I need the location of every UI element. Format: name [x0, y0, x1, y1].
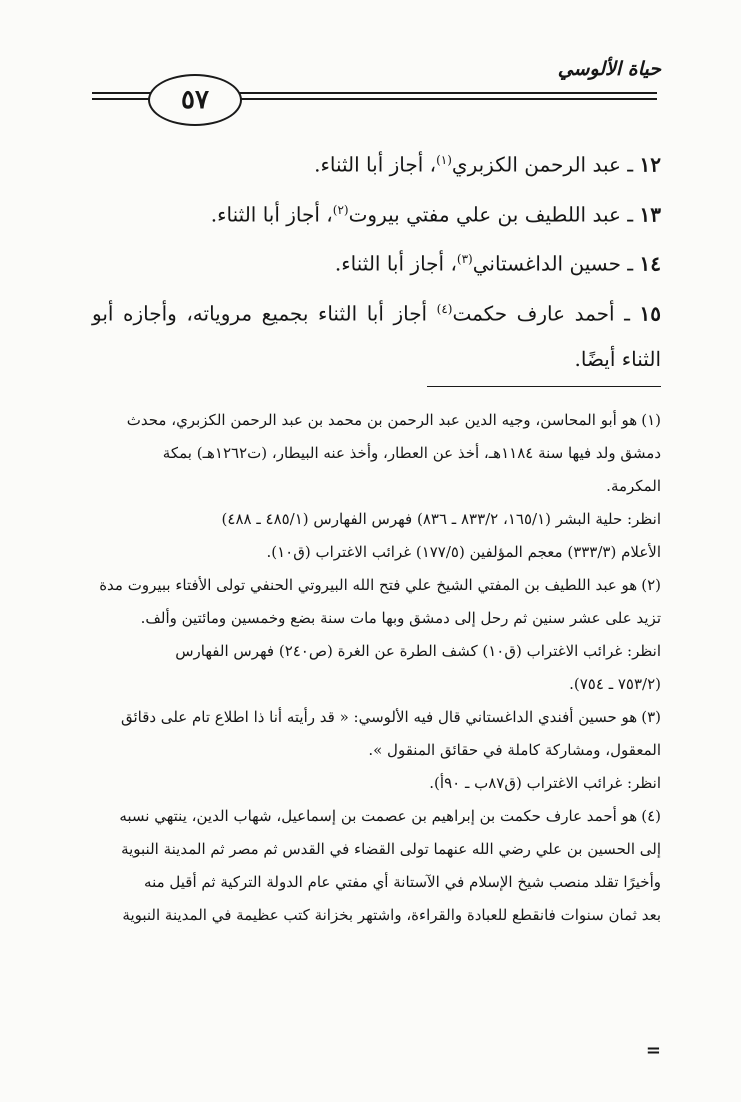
- footnote-line: وأخيرًا تقلد منصب شيخ الإسلام في الآستانة أي مفتي عام الدولة التركية ثم أقيل منه: [144, 873, 661, 891]
- footnote-line: انظر: غرائب الاغتراب (ق٨٧ب ـ ٩٠أ).: [429, 774, 661, 792]
- footnote-line: [92, 569, 661, 602]
- footnote-3: [92, 701, 661, 800]
- footnote-line: بعد ثمان سنوات فانقطع للعبادة والقراءة، واشتهر بخزانة كتب عظيمة في المدينة النبوية: [122, 906, 661, 924]
- footnotes: [92, 404, 661, 932]
- entry-text: أجاز أبا الثناء بجميع مروياته، وأجازه أبو الثناء أيضًا.: [92, 301, 661, 371]
- footnote-line: إلى الحسين بن علي رضي الله عنهما تولى القضاء في القدس ثم مصر ثم المدينة النبوية: [121, 840, 661, 858]
- entry-dash: ـ: [614, 301, 630, 326]
- entry-text: ، أجاز أبا الثناء.: [314, 152, 437, 177]
- list-item: [92, 138, 661, 188]
- footnote-ref: (٢): [332, 202, 349, 217]
- running-title: حياة الألوسي: [557, 58, 661, 80]
- footnote-line: [92, 404, 661, 437]
- entry-name: أحمد عارف حكمت: [452, 301, 615, 326]
- entry-name: حسين الداغستاني: [472, 251, 621, 276]
- footnote-line: الأعلام (٣٣٣/٣) معجم المؤلفين (١٧٧/٥) غرائب الاغتراب (ق١٠).: [266, 543, 661, 561]
- entry-name: عبد الرحمن الكزبري: [451, 152, 621, 177]
- entry-number: ١٥: [639, 301, 662, 326]
- footnote-separator: [427, 386, 661, 387]
- footnote-line: المعقول، ومشاركة كاملة في حقائق المنقول ».: [368, 741, 661, 759]
- entry-dash: ـ: [620, 202, 634, 227]
- entry-number: ١٣: [639, 202, 661, 227]
- footnote-marker: (١): [641, 411, 661, 429]
- entry-number: ١٤: [639, 251, 661, 276]
- list-item: [92, 188, 661, 238]
- footnote-line: انظر: غرائب الاغتراب (ق١٠) كشف الطرة عن الغرة (ص٢٤٠) فهرس الفهارس: [175, 642, 661, 660]
- footnote-marker: (٣): [641, 708, 661, 726]
- continuation-mark: =: [645, 1040, 661, 1061]
- entry-text: ، أجاز أبا الثناء.: [334, 251, 457, 276]
- footnote-1: [92, 404, 661, 569]
- footnote-line: (٧٥٣/٢ ـ ٧٥٤).: [569, 675, 661, 693]
- footnote-text: هو أبو المحاسن، وجيه الدين عبد الرحمن بن محمد بن عبد الرحمن الكزبري، محدث: [126, 411, 638, 429]
- teachers-list: [92, 138, 661, 382]
- footnote-line: المكرمة.: [606, 477, 661, 495]
- footnote-line: [92, 701, 661, 734]
- footnote-text: هو أحمد عارف حكمت بن إبراهيم بن عصمت بن إسماعيل، شهاب الدين، ينتهي نسبه: [119, 807, 638, 825]
- footnote-4: [92, 800, 661, 932]
- entry-text: ، أجاز أبا الثناء.: [210, 202, 333, 227]
- footnote-2: [92, 569, 661, 701]
- entry-name: عبد اللطيف بن علي مفتي بيروت: [348, 202, 621, 227]
- page-number: ٥٧: [181, 85, 209, 115]
- entry-dash: ـ: [620, 251, 634, 276]
- footnote-text: هو حسين أفندي الداغستاني قال فيه الألوسي: « قد رأيته أنا ذا اطلاع تام على دقائق: [120, 708, 638, 726]
- list-item: [92, 287, 661, 382]
- page-number-oval: [148, 74, 242, 126]
- footnote-marker: (٢): [641, 576, 661, 594]
- footnote-marker: (٤): [641, 807, 661, 825]
- footnote-line: انظر: حلية البشر (١٦٥/١، ٨٣٣/٢ ـ ٨٣٦) فهرس الفهارس (٤٨٥/١ ـ ٤٨٨): [221, 510, 661, 528]
- footnote-ref: (٤): [436, 301, 453, 316]
- entry-number: ١٢: [639, 152, 661, 177]
- entry-dash: ـ: [620, 152, 634, 177]
- footnote-line: تزيد على عشر سنين ثم رحل إلى دمشق وبها مات سنة بضع وخمسين ومائتين وألف.: [140, 609, 661, 627]
- footnote-text: هو عبد اللطيف بن المفتي الشيخ علي فتح الله البيروتي الحنفي تولى الأفتاء ببيروت مدة: [99, 576, 638, 594]
- footnote-line: دمشق ولد فيها سنة ١١٨٤هـ، أخذ عن العطار، وأخذ عنه البيطار، (ت١٢٦٢هـ) بمكة: [162, 444, 661, 462]
- footnote-ref: (٣): [456, 252, 473, 267]
- list-item: [92, 237, 661, 287]
- footnote-ref: (١): [436, 153, 452, 167]
- footnote-line: [92, 800, 661, 833]
